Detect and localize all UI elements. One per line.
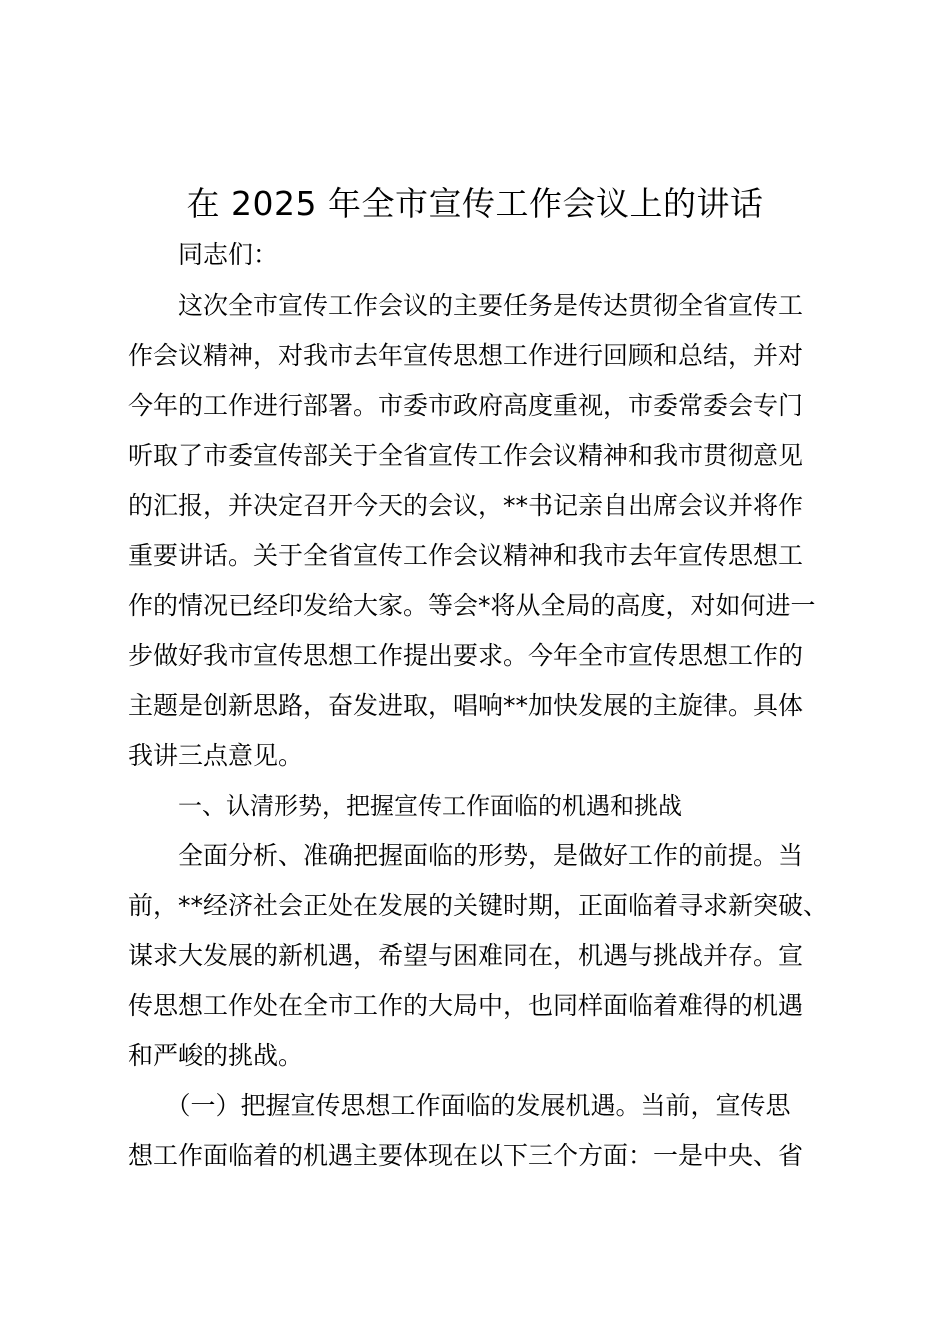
paragraph-opportunities [128, 1088, 838, 1188]
paragraph-line: 这次全市宣传工作会议的主要任务是传达贯彻全省宣传工 [128, 291, 804, 320]
salutation: 同志们： [178, 240, 279, 269]
paragraph-line: 步做好我市宣传思想工作提出要求。今年全市宣传思想工作的 [128, 641, 804, 670]
paragraph-line: 和严峻的挑战。 [128, 1041, 304, 1070]
paragraph-line: 的汇报，并决定召开今天的会议，**书记亲自出席会议并将作 [128, 491, 804, 520]
paragraph-line: 我讲三点意见。 [128, 741, 304, 770]
document-title: 在 2025 年全市宣传工作会议上的讲话 [186, 184, 764, 223]
paragraph-line: 谋求大发展的新机遇，希望与困难同在，机遇与挑战并存。宣 [128, 941, 804, 970]
paragraph-line: 重要讲话。关于全省宣传工作会议精神和我市去年宣传思想工 [128, 541, 804, 570]
paragraph-line: 传思想工作处在全市工作的大局中，也同样面临着难得的机遇 [128, 991, 804, 1020]
paragraph-line: 全面分析、准确把握面临的形势，是做好工作的前提。当 [128, 841, 804, 870]
paragraph-line: 前，**经济社会正处在发展的关键时期，正面临着寻求新突破、 [128, 891, 829, 920]
paragraph-line: 主题是创新思路，奋发进取，唱响**加快发展的主旋律。具体 [128, 691, 804, 720]
paragraph-line: 听取了市委宣传部关于全省宣传工作会议精神和我市贯彻意见 [128, 441, 804, 470]
paragraph-intro [128, 288, 838, 788]
section-heading: 一、认清形势，把握宣传工作面临的机遇和挑战 [178, 792, 682, 820]
paragraph-situation [128, 838, 838, 1088]
paragraph-line: 今年的工作进行部署。市委市政府高度重视，市委常委会专门 [128, 391, 804, 420]
paragraph-line: 作会议精神，对我市去年宣传思想工作进行回顾和总结，并对 [128, 341, 804, 370]
paragraph-line: 想工作面临着的机遇主要体现在以下三个方面：一是中央、省 [128, 1141, 804, 1170]
paragraph-line: 作的情况已经印发给大家。等会*将从全局的高度，对如何进一 [128, 591, 816, 620]
paragraph-line: （一）把握宣传思想工作面临的发展机遇。当前，宣传思 [128, 1091, 791, 1120]
